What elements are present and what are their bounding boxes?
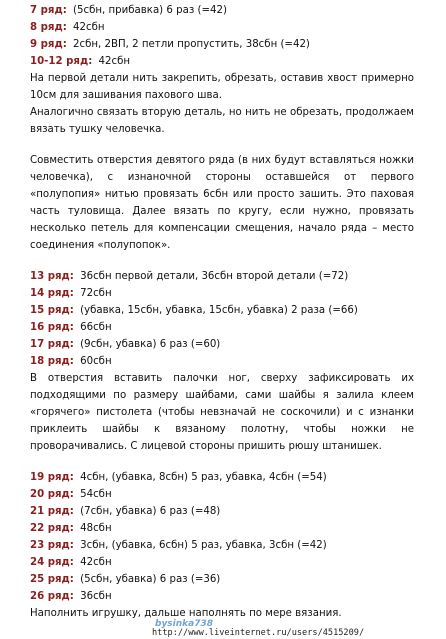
row-line: 10-12 ряд: 42сбн <box>30 56 131 67</box>
row-line: 24 ряд: 42сбн <box>30 557 112 568</box>
source-url: http://www.liveinternet.ru/users/4515209/ <box>152 628 365 638</box>
paragraph: Аналогично связать вторую деталь, но нить не обрезать, продолжаем вязать тушку человечка. <box>30 107 414 135</box>
row-line: 13 ряд: 36сбн первой детали, 36сбн второй детали (=72) <box>30 271 349 282</box>
paragraph: На первой детали нить закрепить, обрезать, оставив хвост примерно 10см для зашивания пахового шва. <box>30 73 414 101</box>
row-line: 15 ряд: (убавка, 15сбн, убавка, 15сбн, убавка) 2 раза (=66) <box>30 305 358 316</box>
paragraph: Наполнить игрушку, дальше наполнять по мере вязания. <box>30 608 342 619</box>
document-page <box>30 0 414 622</box>
row-line: 20 ряд: 54сбн <box>30 489 112 500</box>
rows-block-3 <box>30 469 414 605</box>
rows-block-1 <box>30 2 414 70</box>
row-line: 25 ряд: (5сбн, убавка) 6 раз (=36) <box>30 574 221 585</box>
watermark: bysinka738 <box>155 619 214 629</box>
row-line: 18 ряд: 60сбн <box>30 356 112 367</box>
row-line: 16 ряд: 66сбн <box>30 322 112 333</box>
row-line: 22 ряд: 48сбн <box>30 523 112 534</box>
row-line: 26 ряд: 36сбн <box>30 591 112 602</box>
row-line: 21 ряд: (7сбн, убавка) 6 раз (=48) <box>30 506 221 517</box>
row-line: 8 ряд: 42сбн <box>30 22 105 33</box>
row-line: 17 ряд: (9сбн, убавка) 6 раз (=60) <box>30 339 221 350</box>
rows-block-2 <box>30 268 414 370</box>
row-line: 7 ряд: (5сбн, прибавка) 6 раз (=42) <box>30 5 227 16</box>
row-line: 23 ряд: 3сбн, (убавка, 6сбн) 5 раз, убавка, 3сбн (=42) <box>30 540 327 551</box>
paragraph: Совместить отверстия девятого ряда (в них будут вставляться ножки человечка), с изнаночной стороны оставшейся от первого «полупопия» нитью провязать 6сбн или просто зашить. Это паховая часть туловища. Далее вязать по кругу, если нужно, провязать несколько петель для компенсации смещения, начало ряда – место соединения «полупопок». <box>30 155 414 251</box>
paragraph: В отверстия вставить палочки ног, сверху зафиксировать их подходящими по размеру шайбами, сами шайбы я залила клеем «горячего» пистолета (чтобы невзначай не соскочили) и с изнанки приклеить шайбы к вязаному полотну, чтобы ножки не проворачивались. С лицевой стороны пришить рюшу штанишек. <box>30 373 414 452</box>
row-line: 19 ряд: 4сбн, (убавка, 8сбн) 5 раз, убавка, 4сбн (=54) <box>30 472 327 483</box>
row-line: 9 ряд: 2сбн, 2ВП, 2 петли пропустить, 38сбн (=42) <box>30 39 310 50</box>
row-line: 14 ряд: 72сбн <box>30 288 112 299</box>
